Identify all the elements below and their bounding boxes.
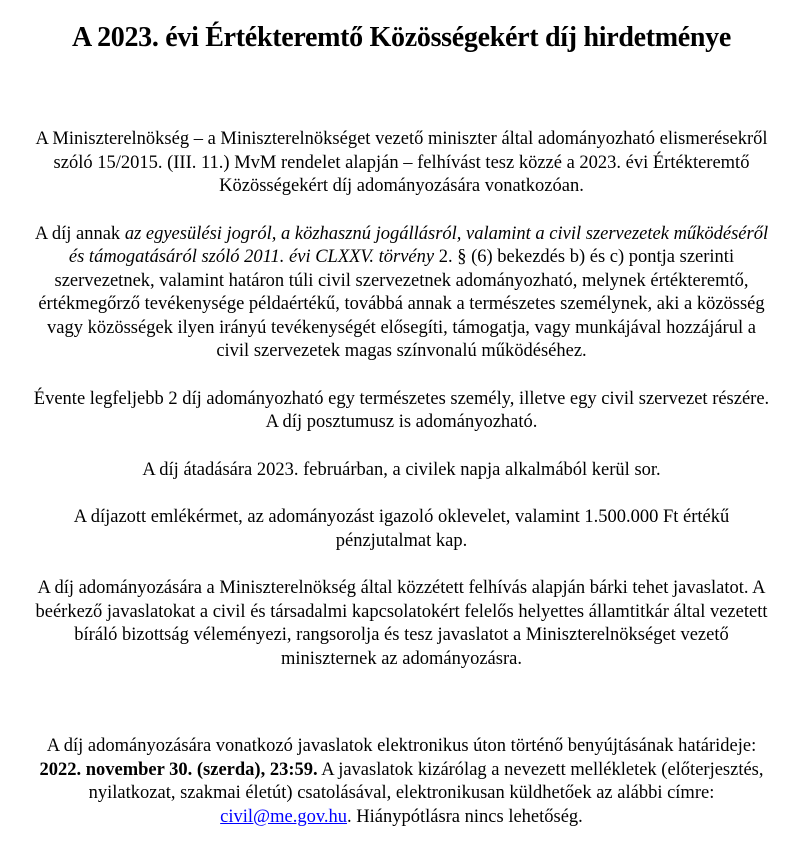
paragraph-prize (33, 506, 770, 553)
deadline-attachments-text: A javaslatok kizárólag a nevezett mellékletek (előterjesztés, nyilatkozat, szakmai életút) csatolásával, elektronikusan küldhetőek az alábbi címre: (88, 759, 764, 803)
intro-text: A Miniszterelnökség – a Miniszterelnökséget vezető miniszter által adományozható elismerésekről szóló 15/2015. (III. 11.) MvM rendelet alapján – felhívást tesz közzé a 2023. évi Értékteremtő Közösségekért díj adományozására vonatkozóan. (35, 129, 768, 196)
deadline-closing-text: . Hiánypótlásra nincs lehetőség. (347, 806, 583, 827)
email-link[interactable]: civil@me.gov.hu (220, 806, 347, 827)
eligibility-lead-text: A díj annak (34, 223, 125, 244)
deadline-date-text: 2022. november 30. (szerda), 23:59. (39, 759, 318, 780)
paragraph-eligibility (33, 223, 770, 364)
deadline-lead-text: A díj adományozására vonatkozó javaslatok elektronikus úton történő benyújtásának határideje: (46, 736, 757, 756)
prize-text: A díjazott emlékérmet, az adományozást igazoló oklevelet, valamint 1.500.000 Ft értékű pénzjutalmat kap. (73, 507, 730, 551)
award-count-text: Évente legfeljebb 2 díj adományozható egy természetes személy, illetve egy civil szervezet részére. A díj posztumusz is adományozható. (33, 388, 770, 432)
nomination-text: A díj adományozására a Miniszterelnökség által közzétett felhívás alapján bárki tehet javaslatot. A beérkező javaslatokat a civil és társadalmi kapcsolatokért felelős helyettes államtitkár által vezetett bíráló bizottság véleményezi, rangsorolja és tesz javaslatot a Miniszterelnökséget vezető miniszternek az adományozásra. (35, 578, 768, 669)
paragraph-nomination (33, 577, 770, 671)
paragraph-award-count (33, 388, 770, 435)
paragraph-intro (33, 128, 770, 199)
eligibility-rest-text: 2. § (6) bekezdés b) és c) pontja szerinti szervezetnek, valamint határon túli civil szervezetnek adományozható, melynek értékteremtő, értékmegőrző tevékenysége példaértékű, továbbá annak a természetes személynek, aki a közösség vagy közösségek ilyen irányú tevékenységét elősegíti, támogatja, vagy munkájával hozzájárul a civil szervezetek magas színvonalú működéséhez. (38, 247, 765, 361)
ceremony-text: A díj átadására 2023. februárban, a civilek napja alkalmából kerül sor. (142, 459, 661, 480)
eligibility-law-title: az egyesülési jogról, a közhasznú jogállásról, valamint a civil szervezetek működéséről és támogatásáról szóló 2011. évi CLXXV. törvény (68, 223, 769, 267)
paragraph-deadline (33, 735, 770, 829)
page-title: A 2023. évi Értékteremtő Közösségekért díj hirdetménye (72, 22, 731, 53)
paragraph-ceremony (33, 459, 770, 483)
